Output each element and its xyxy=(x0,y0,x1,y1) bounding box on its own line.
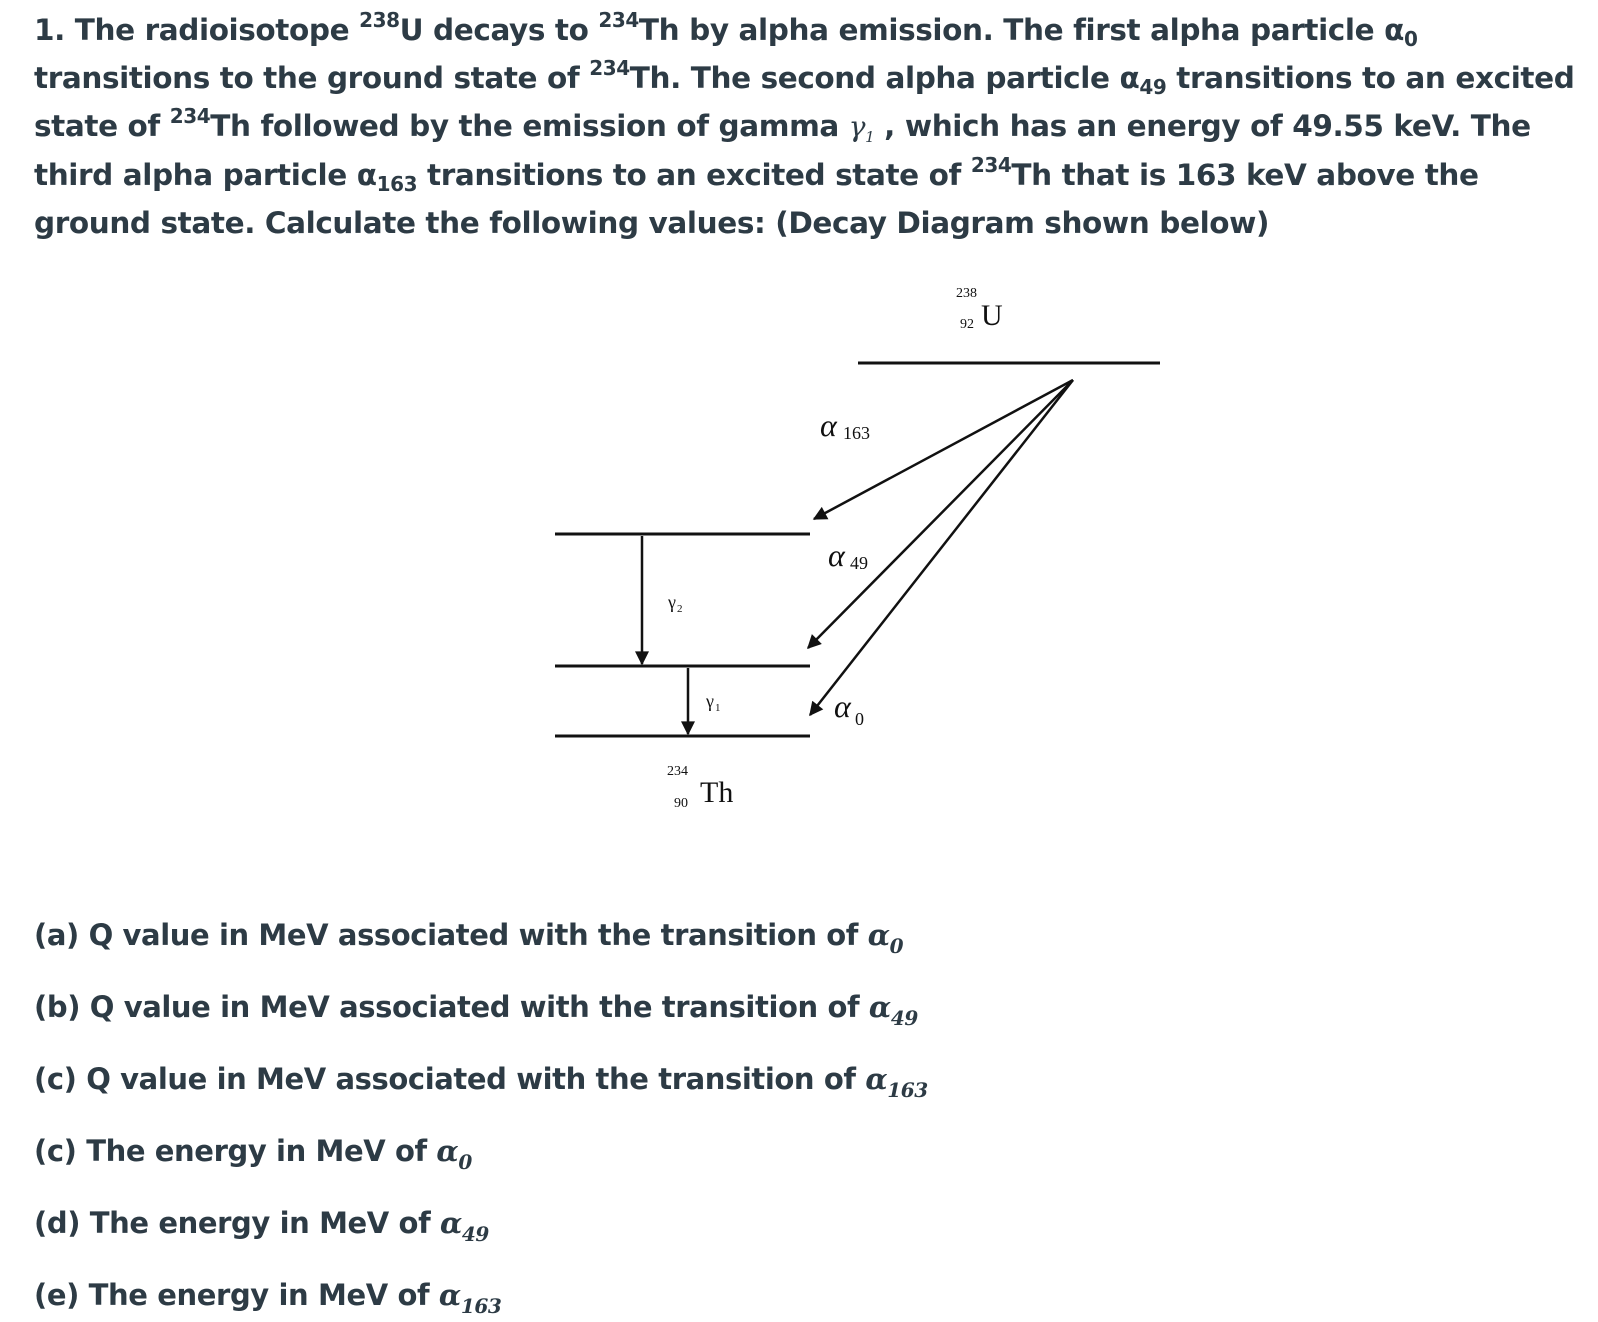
question-a: (a) Q value in MeV associated with the transition of $\alpha_0$ xyxy=(34,918,904,958)
gamma-1-symbol: $\gamma_1$ xyxy=(848,110,875,146)
alpha-163-label: α xyxy=(820,407,837,443)
question-b: (b) Q value in MeV associated with the transition of $\alpha_{49}$ xyxy=(34,990,918,1030)
gamma-2-subscript: 2 xyxy=(677,603,683,615)
alpha-49-subscript: 49 xyxy=(850,553,868,573)
question-c: (c) Q value in MeV associated with the transition of $\alpha_{163}$ xyxy=(34,1062,928,1102)
question-c-energy: (c) The energy in MeV of $\alpha_0$ xyxy=(34,1134,472,1174)
alpha-163-arrow xyxy=(814,380,1073,519)
alpha-0-label: α xyxy=(834,688,851,724)
th-atomic-number: 90 xyxy=(674,796,688,811)
th-mass-number: 234 xyxy=(667,764,688,779)
u-atomic-number: 92 xyxy=(960,317,974,332)
gamma-2-label: γ xyxy=(668,592,676,612)
th-symbol: Th xyxy=(700,776,734,809)
alpha-0-subscript: 0 xyxy=(855,709,864,729)
alpha-49-arrow xyxy=(808,380,1073,648)
question-e: (e) The energy in MeV of $\alpha_{163}$ xyxy=(34,1278,502,1318)
alpha-49-label: α xyxy=(828,537,845,573)
problem-statement: 1. The radioisotope $^{238}$U decays to $^{234}$Th by alpha emission. The first alpha particle $\alpha_0$ transitions to the ground state of $^{234}$Th. The second alpha particle $\alpha_{49}$ transitions to an excited state of $^{234}$Th followed by the emission of gamma $\gamma_1$ , which has an energy of 49.55 keV. The third alpha particle $\alpha_{163}$ transitions to an excited state of $^{234}$Th that is 163 keV above the ground state. Calculate the following values: (Decay Diagram shown below) xyxy=(34,8,1575,240)
alpha-163-subscript: 163 xyxy=(843,423,870,443)
gamma-1-subscript: 1 xyxy=(715,702,721,714)
u-mass-number: 238 xyxy=(956,286,977,301)
gamma-1-label: γ xyxy=(706,691,714,711)
u-symbol: U xyxy=(981,299,1003,332)
question-d: (d) The energy in MeV of $\alpha_{49}$ xyxy=(34,1206,489,1246)
